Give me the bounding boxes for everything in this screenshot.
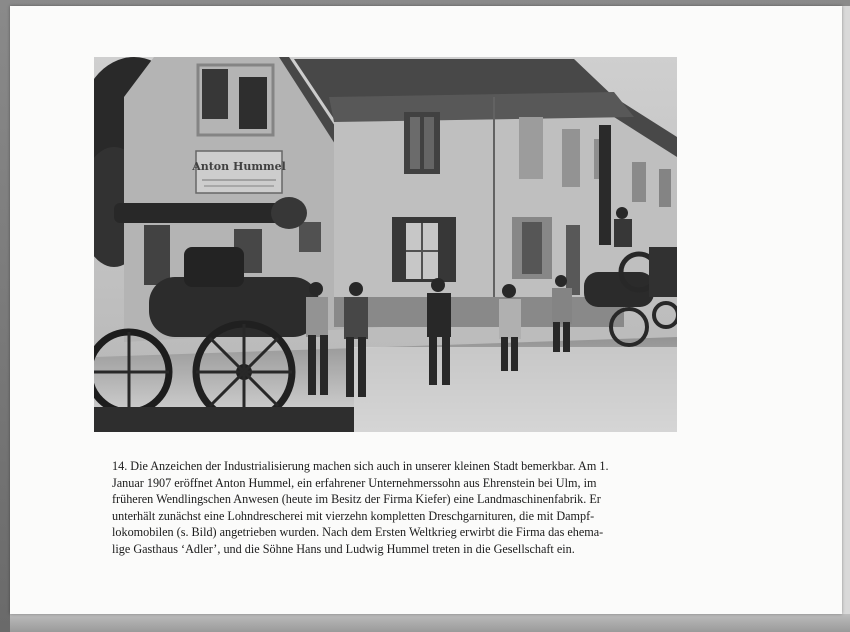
caption-line: lokomobilen (s. Bild) angetrieben wurden. Nach dem Ersten Weltkrieg erwirbt die Firma das ehema- — [112, 525, 604, 539]
historical-photograph — [94, 57, 677, 432]
caption-line: unterhält zunächst eine Lohndrescherei mit vierzehn kompletten Dreschgarnituren, die mit Dampf- — [112, 508, 595, 523]
page-edge — [842, 6, 850, 614]
caption-line: lige Gasthaus ‘Adler’, und die Söhne Hans und Ludwig Hummel treten in die Gesellschaft ein. — [112, 541, 575, 556]
caption-line: 14. Die Anzeichen der Industrialisierung machen sich auch in unserer kleinen Stadt bemerkbar. Am 1. — [112, 459, 609, 473]
caption-line: früheren Wendlingschen Anwesen (heute im Besitz der Firma Kiefer) eine Landmaschinenfabrik. Er — [112, 492, 601, 506]
shop-sign-text: Anton Hummel — [192, 160, 286, 173]
photo-illustration — [94, 57, 677, 432]
photo-caption — [112, 458, 660, 557]
caption-line: Januar 1907 eröffnet Anton Hummel, ein erfahrener Unternehmerssohn aus Ehrenstein bei Ulm, im — [112, 475, 597, 490]
page-stack-edge — [10, 614, 850, 632]
